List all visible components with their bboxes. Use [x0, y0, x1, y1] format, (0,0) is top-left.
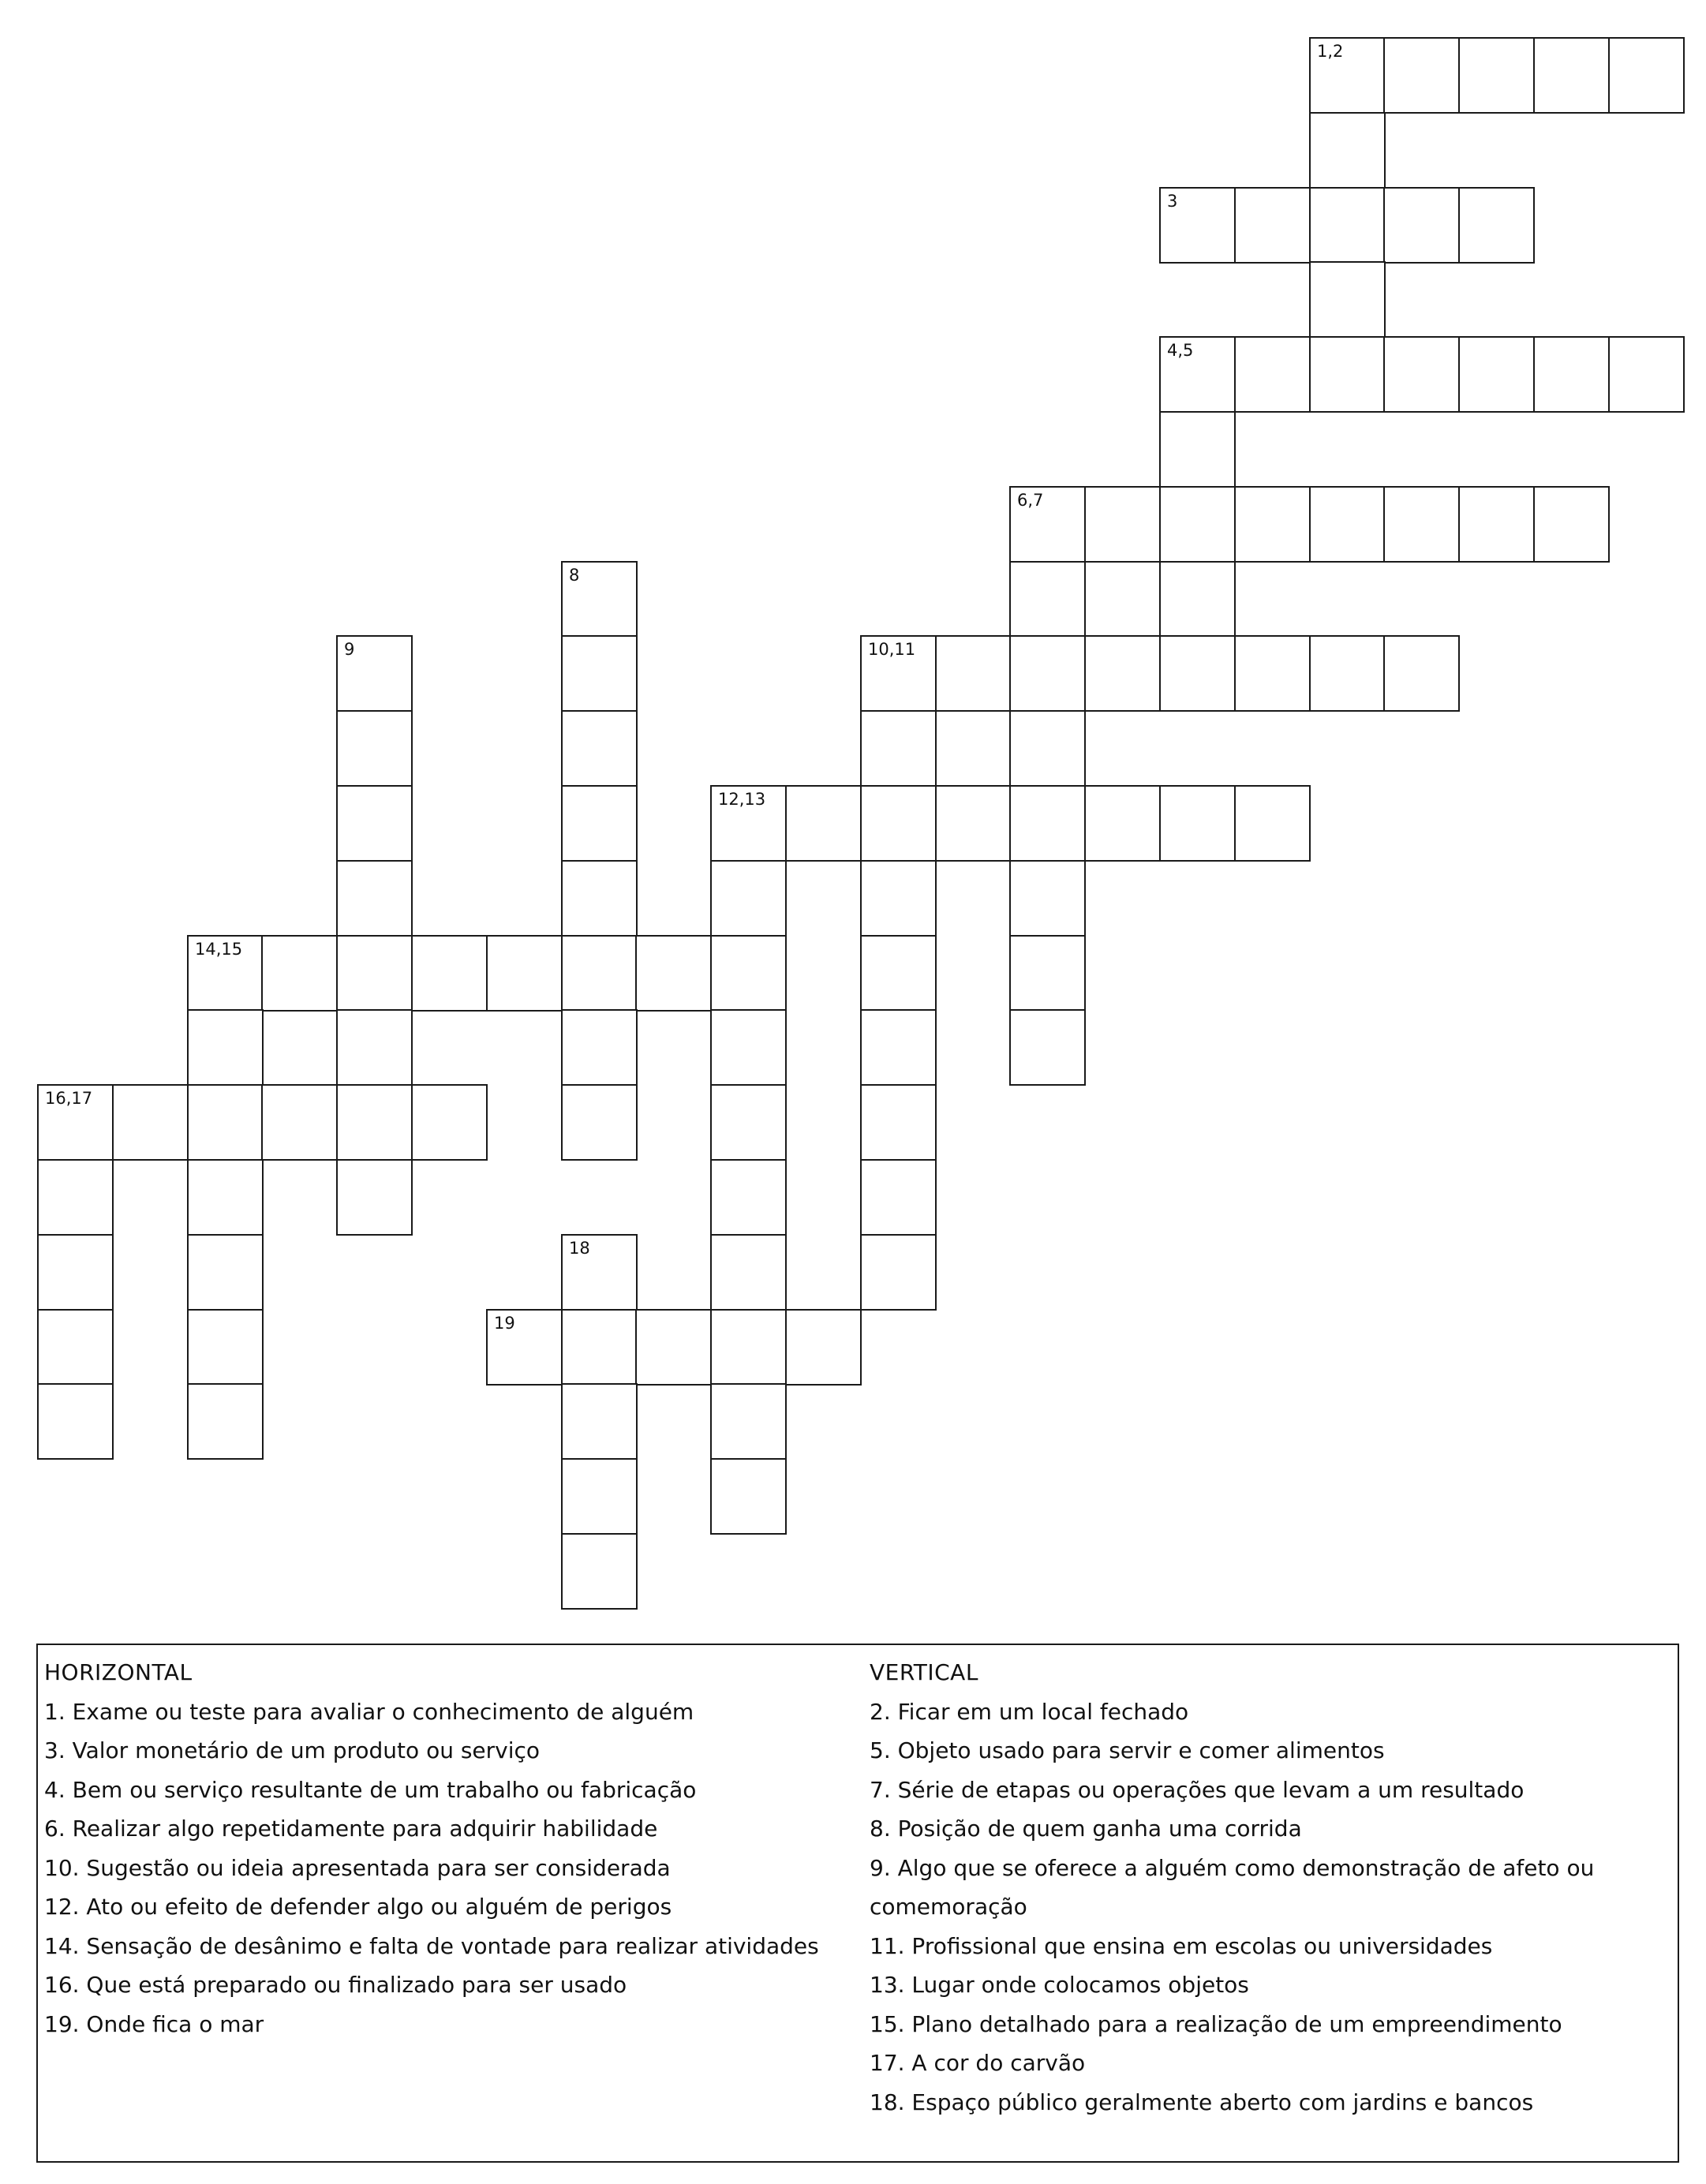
- crossword-cell[interactable]: [336, 635, 413, 712]
- vertical-clues: [870, 1653, 1667, 2122]
- crossword-cell[interactable]: [1309, 37, 1386, 114]
- crossword-cell[interactable]: [1234, 336, 1311, 413]
- crossword-cell[interactable]: [710, 1383, 787, 1460]
- crossword-cell[interactable]: [635, 935, 712, 1012]
- crossword-cell[interactable]: [1159, 411, 1236, 488]
- crossword-cell[interactable]: [1608, 336, 1685, 413]
- clue-number-label: 3: [1167, 192, 1178, 211]
- crossword-cell[interactable]: [935, 785, 1012, 862]
- crossword-cell[interactable]: [1309, 112, 1386, 189]
- clue-vertical-5: 5. Objeto usado para servir e comer alimentos: [870, 1737, 1385, 1763]
- crossword-cell[interactable]: [37, 1309, 114, 1386]
- clue-horizontal-14: 14. Sensação de desânimo e falta de vontade para realizar atividades: [44, 1932, 819, 1959]
- crossword-cell[interactable]: [187, 1084, 264, 1161]
- crossword-cell[interactable]: [1383, 37, 1460, 114]
- crossword-cell[interactable]: [935, 635, 1012, 712]
- clue-vertical-7: 7. Série de etapas ou operações que levam a um resultado: [870, 1776, 1525, 1803]
- crossword-cell[interactable]: [486, 935, 563, 1012]
- crossword-cell[interactable]: [1159, 486, 1236, 563]
- crossword-cell[interactable]: [1234, 187, 1311, 264]
- clue-vertical-11: 11. Profissional que ensina em escolas ou universidades: [870, 1932, 1493, 1959]
- crossword-cell[interactable]: [1159, 561, 1236, 638]
- clue-number-label: 10,11: [868, 640, 916, 659]
- crossword-cell[interactable]: [1458, 336, 1535, 413]
- crossword-cell[interactable]: [710, 1159, 787, 1236]
- crossword-cell[interactable]: [1234, 486, 1311, 563]
- clue-number-label: 8: [569, 566, 580, 585]
- crossword-cell[interactable]: [785, 785, 862, 862]
- crossword-cell[interactable]: [411, 1084, 488, 1161]
- crossword-cell[interactable]: [860, 635, 937, 712]
- clue-vertical-8: 8. Posição de quem ganha uma corrida: [870, 1816, 1302, 1842]
- crossword-cell[interactable]: [112, 1084, 189, 1161]
- crossword-cell[interactable]: [860, 935, 937, 1012]
- crossword-cell[interactable]: [561, 1234, 638, 1311]
- crossword-cell[interactable]: [1533, 336, 1610, 413]
- crossword-cell[interactable]: [1309, 635, 1386, 712]
- crossword-cell[interactable]: [1234, 635, 1311, 712]
- crossword-cell[interactable]: [261, 935, 338, 1012]
- crossword-cell[interactable]: [860, 860, 937, 937]
- crossword-cell[interactable]: [1159, 187, 1236, 264]
- crossword-cell[interactable]: [336, 1084, 413, 1161]
- crossword-cell[interactable]: [1383, 187, 1460, 264]
- clue-vertical-2: 2. Ficar em um local fechado: [870, 1698, 1189, 1725]
- crossword-cell[interactable]: [1084, 486, 1161, 563]
- crossword-cell[interactable]: [1159, 635, 1236, 712]
- crossword-cell[interactable]: [561, 935, 638, 1012]
- crossword-cell[interactable]: [860, 1234, 937, 1311]
- crossword-cell[interactable]: [1009, 1009, 1086, 1086]
- crossword-cell[interactable]: [187, 1009, 264, 1086]
- crossword-cell[interactable]: [1084, 785, 1161, 862]
- clue-number-label: 14,15: [195, 940, 243, 959]
- crossword-cell[interactable]: [561, 785, 638, 862]
- crossword-cell[interactable]: [710, 1309, 787, 1386]
- clue-horizontal-12: 12. Ato ou efeito de defender algo ou alguém de perigos: [44, 1894, 672, 1920]
- vertical-heading: VERTICAL: [870, 1659, 978, 1685]
- clue-horizontal-4: 4. Bem ou serviço resultante de um trabalho ou fabricação: [44, 1776, 697, 1803]
- crossword-cell[interactable]: [1234, 785, 1311, 862]
- crossword-cell[interactable]: [710, 860, 787, 937]
- crossword-cell[interactable]: [187, 1159, 264, 1236]
- crossword-cell[interactable]: [860, 1009, 937, 1086]
- clue-horizontal-10: 10. Sugestão ou ideia apresentada para ser considerada: [44, 1854, 671, 1881]
- crossword-cell[interactable]: [1009, 785, 1086, 862]
- crossword-cell[interactable]: [1309, 336, 1386, 413]
- crossword-cell[interactable]: [1084, 635, 1161, 712]
- crossword-cell[interactable]: [710, 1009, 787, 1086]
- crossword-cell[interactable]: [336, 1159, 413, 1236]
- crossword-cell[interactable]: [710, 1458, 787, 1535]
- crossword-cell[interactable]: [561, 1309, 638, 1386]
- crossword-cell[interactable]: [1009, 635, 1086, 712]
- crossword-cell[interactable]: [187, 1234, 264, 1311]
- crossword-cell[interactable]: [710, 1084, 787, 1161]
- crossword-cell[interactable]: [860, 1159, 937, 1236]
- crossword-cell[interactable]: [1309, 261, 1386, 338]
- crossword-cell[interactable]: [1159, 785, 1236, 862]
- crossword-cell[interactable]: [1533, 486, 1610, 563]
- clue-number-label: 4,5: [1167, 341, 1194, 360]
- clue-vertical-13: 13. Lugar onde colocamos objetos: [870, 1972, 1249, 1998]
- crossword-cell[interactable]: [785, 1309, 862, 1386]
- clue-vertical-15: 15. Plano detalhado para a realização de um empreendimento: [870, 2010, 1562, 2037]
- clue-number-label: 1,2: [1317, 42, 1344, 61]
- clue-vertical-18: 18. Espaço público geralmente aberto com jardins e bancos: [870, 2089, 1534, 2115]
- crossword-cell[interactable]: [860, 710, 937, 787]
- crossword-cell[interactable]: [37, 1234, 114, 1311]
- crossword-cell[interactable]: [336, 860, 413, 937]
- crossword-cell[interactable]: [1383, 486, 1460, 563]
- crossword-cell[interactable]: [336, 785, 413, 862]
- crossword-cell[interactable]: [1383, 635, 1460, 712]
- clue-number-label: 18: [569, 1239, 590, 1258]
- crossword-cell[interactable]: [710, 785, 787, 862]
- horizontal-clues: [44, 1653, 857, 2044]
- crossword-cell[interactable]: [1009, 486, 1086, 563]
- crossword-cell[interactable]: [1458, 187, 1535, 264]
- crossword-cell[interactable]: [187, 935, 264, 1012]
- crossword-cell[interactable]: [710, 935, 787, 1012]
- crossword-cell[interactable]: [37, 1159, 114, 1236]
- crossword-cell[interactable]: [1533, 37, 1610, 114]
- crossword-cell[interactable]: [860, 1084, 937, 1161]
- crossword-cell[interactable]: [1009, 710, 1086, 787]
- crossword-cell[interactable]: [1309, 486, 1386, 563]
- crossword-cell[interactable]: [37, 1084, 114, 1161]
- clue-horizontal-3: 3. Valor monetário de um produto ou serviço: [44, 1737, 541, 1763]
- crossword-cell[interactable]: [561, 1009, 638, 1086]
- clue-number-label: 9: [344, 640, 355, 659]
- clue-horizontal-19: 19. Onde fica o mar: [44, 2010, 264, 2037]
- clues-box: [36, 1644, 1679, 2163]
- crossword-cell[interactable]: [1458, 37, 1535, 114]
- clue-horizontal-1: 1. Exame ou teste para avaliar o conhecimento de alguém: [44, 1698, 694, 1725]
- clue-number-label: 6,7: [1017, 491, 1044, 510]
- clue-number-label: 16,17: [45, 1089, 93, 1108]
- crossword-cell[interactable]: [486, 1309, 563, 1386]
- crossword-cell[interactable]: [1009, 860, 1086, 937]
- crossword-cell[interactable]: [37, 1383, 114, 1460]
- clue-horizontal-16: 16. Que está preparado ou finalizado para ser usado: [44, 1972, 627, 1998]
- horizontal-heading: HORIZONTAL: [44, 1659, 193, 1685]
- crossword-cell[interactable]: [261, 1084, 338, 1161]
- crossword-cell[interactable]: [561, 1383, 638, 1460]
- crossword-cell[interactable]: [411, 935, 488, 1012]
- crossword-cell[interactable]: [635, 1309, 712, 1386]
- crossword-cell[interactable]: [336, 1009, 413, 1086]
- clue-vertical-9: 9. Algo que se oferece a alguém como demonstração de afeto ou comemoração: [870, 1854, 1595, 1920]
- crossword-cell[interactable]: [187, 1309, 264, 1386]
- crossword-cell[interactable]: [1009, 935, 1086, 1012]
- crossword-cell[interactable]: [561, 1458, 638, 1535]
- crossword-cell[interactable]: [1383, 336, 1460, 413]
- clue-number-label: 19: [494, 1314, 515, 1333]
- crossword-cell[interactable]: [561, 710, 638, 787]
- crossword-cell[interactable]: [561, 561, 638, 638]
- clue-horizontal-6: 6. Realizar algo repetidamente para adquirir habilidade: [44, 1816, 658, 1842]
- clue-vertical-17: 17. A cor do carvão: [870, 2050, 1086, 2076]
- clue-number-label: 12,13: [718, 790, 766, 809]
- crossword-cell[interactable]: [1159, 336, 1236, 413]
- crossword-cell[interactable]: [336, 935, 413, 1012]
- crossword-cell[interactable]: [1309, 187, 1386, 264]
- crossword-cell[interactable]: [561, 1533, 638, 1610]
- crossword-cell[interactable]: [860, 785, 937, 862]
- crossword-cell[interactable]: [336, 710, 413, 787]
- crossword-cell[interactable]: [561, 635, 638, 712]
- crossword-cell[interactable]: [1009, 561, 1086, 638]
- crossword-cell[interactable]: [1458, 486, 1535, 563]
- crossword-cell[interactable]: [561, 1084, 638, 1161]
- crossword-cell[interactable]: [187, 1383, 264, 1460]
- crossword-cell[interactable]: [710, 1234, 787, 1311]
- crossword-cell[interactable]: [1608, 37, 1685, 114]
- crossword-cell[interactable]: [561, 860, 638, 937]
